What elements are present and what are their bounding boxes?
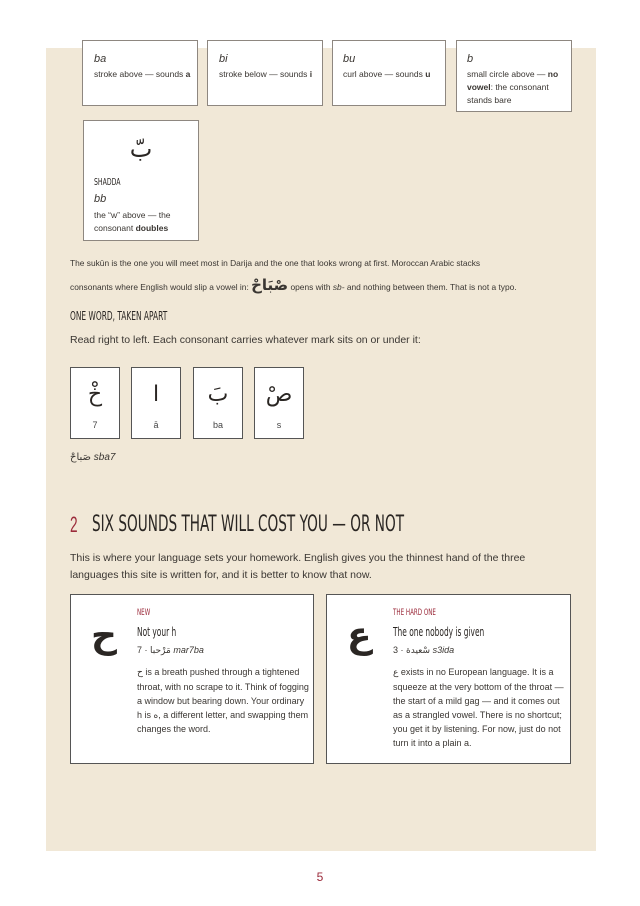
mark-translit: bi: [219, 53, 228, 65]
word-caption: صَباحْ sba7: [70, 452, 116, 463]
word-apart-instruction: Read right to left. Each consonant carries whatever mark sits on or under it:: [70, 334, 421, 346]
mark-translit: b: [467, 53, 474, 65]
example-word: صْبَاحْ: [251, 276, 289, 294]
shadda-name: SHADDA: [94, 177, 121, 188]
section-title: SIX SOUNDS THAT WILL COST YOU — OR NOT: [92, 512, 405, 537]
sound-glyph: ح: [91, 615, 117, 656]
mark-desc: stroke above — sounds a: [94, 69, 191, 79]
letter-box-sad: صْ s: [254, 367, 304, 439]
shadda-translit: bb: [94, 193, 107, 205]
mark-translit: bu: [343, 53, 356, 65]
shadda-desc: the “w” above — the consonant doubles: [94, 210, 171, 233]
mark-card-damma: [332, 40, 446, 106]
sound-card-ayn: [326, 594, 571, 764]
letter-box-ba: بَ ba: [193, 367, 243, 439]
sound-tag: THE HARD ONE: [393, 608, 436, 618]
letter-box-alif: ا ā: [131, 367, 181, 439]
sound-body: ح is a breath pushed through a tightened throat, with no scrape to it. Think of fogging a window but bearing down. Your ordinary h is ه, a different letter, and swapping them changes the word.: [137, 667, 309, 734]
sound-tag: NEW: [137, 608, 151, 618]
shadda-glyph: بّ: [129, 135, 153, 163]
sound-body: ع exists in no European language. It is a squeeze at the very bottom of the throat — the start of a mild gag — and it comes out as a strangled vowel. There is no shortcut; you get it by listening. For now, just do not turn it into a plain a.: [393, 667, 564, 748]
sound-example: 7 · مَرْحبا mar7ba: [137, 645, 204, 656]
mark-desc: small circle above — no vowel: the consonant stands bare: [467, 69, 559, 105]
mark-card-shadda: [83, 120, 199, 241]
letter-box-kha: خْ 7: [70, 367, 120, 439]
sound-example: 3 · سْعيدة s3ida: [393, 645, 455, 656]
sukun-paragraph: The sukūn is the one you will meet most in Darija and the one that looks wrong at first. Moroccan Arabic stacks consonants where English would slip a vowel in: صْبَاحْ opens with sb- and nothing between them. That is not a typo.: [70, 258, 517, 294]
mark-card-kasra: [207, 40, 323, 106]
mark-card-fatha: [82, 40, 198, 106]
section-heading: [70, 512, 405, 538]
section-intro: This is where your language sets your homework. English gives you the thinnest hand of the three languages this site is written for, and it is better to know that now.: [70, 552, 526, 581]
sound-title: The one nobody is given: [393, 625, 485, 639]
mark-card-sukun: [456, 40, 572, 112]
mark-desc: stroke below — sounds i: [219, 69, 313, 79]
page-number: 5: [316, 870, 324, 884]
section-number: 2: [70, 512, 78, 537]
sound-title: Not your h: [137, 625, 177, 639]
mark-desc: curl above — sounds u: [343, 69, 431, 79]
sound-glyph: ع: [347, 615, 372, 656]
word-apart-heading: ONE WORD, TAKEN APART: [70, 309, 168, 323]
mark-translit: ba: [94, 53, 107, 65]
sound-card-ha: [70, 594, 314, 764]
